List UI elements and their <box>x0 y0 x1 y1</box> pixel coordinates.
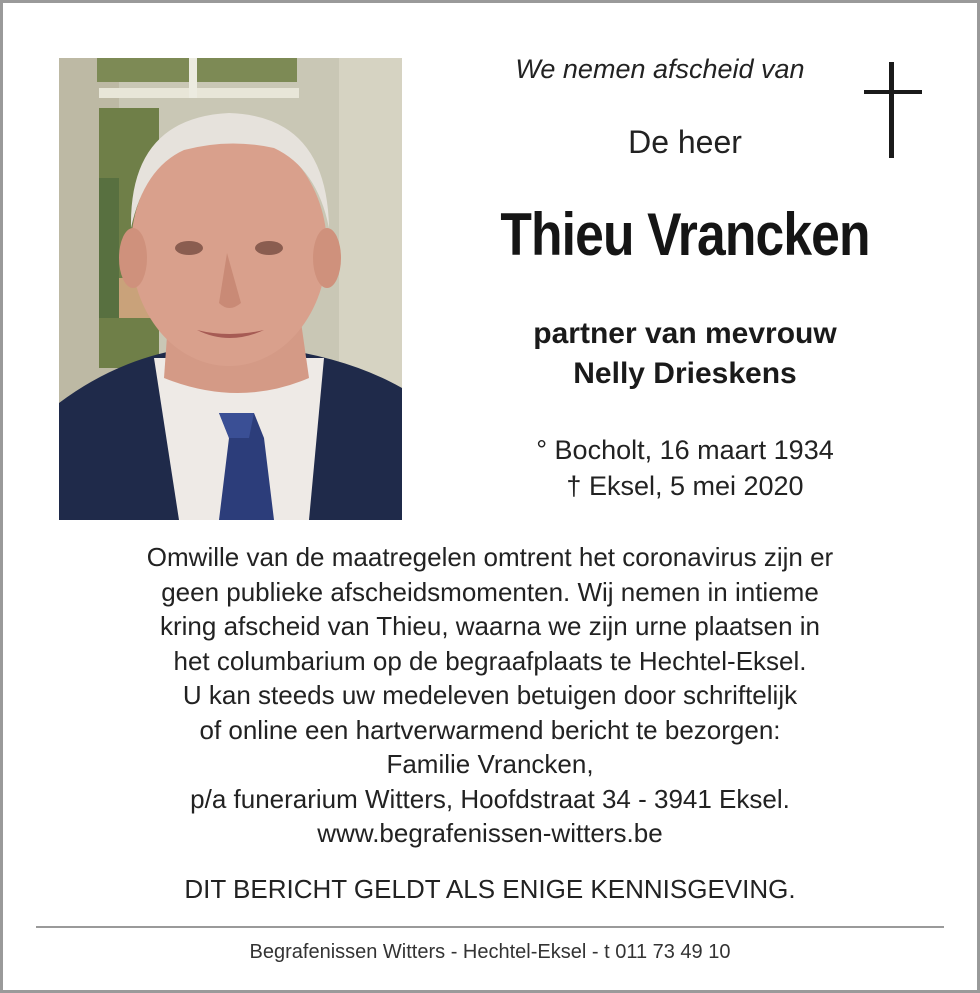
message-line: geen publieke afscheidsmomenten. Wij nemen in intieme <box>161 576 819 607</box>
notice-text: DIT BERICHT GELDT ALS ENIGE KENNISGEVING. <box>184 874 796 904</box>
footer-divider <box>36 926 944 928</box>
message-block <box>40 540 940 851</box>
message-line: p/a funerarium Witters, Hoofdstraat 34 - 3941 Eksel. <box>190 783 790 814</box>
message-line: U kan steeds uw medeleven betuigen door schriftelijk <box>182 680 798 710</box>
message-line: Familie Vrancken, <box>386 749 594 779</box>
message-line: kring afscheid van Thieu, waarna we zijn urne plaatsen in <box>159 611 821 641</box>
partner-line-1: partner van mevrouw <box>533 317 837 350</box>
death-date-line <box>450 468 920 504</box>
title-text: De heer <box>628 124 742 160</box>
partner-block <box>450 314 920 394</box>
portrait-illustration <box>59 58 402 520</box>
website-link[interactable]: www.begrafenissen-witters.be <box>317 818 663 848</box>
intro-text: We nemen afscheid van <box>515 54 805 84</box>
death-date: Eksel, 5 mei 2020 <box>588 471 804 501</box>
deceased-name: Thieu Vrancken <box>500 201 870 268</box>
dagger-icon: † <box>566 471 582 501</box>
partner-line-2: Nelly Drieskens <box>573 357 797 390</box>
dates-block <box>450 432 920 504</box>
message-line: Omwille van de maatregelen omtrent het coronavirus zijn er <box>146 542 834 572</box>
message-line: het columbarium op de begraafplaats te Hechtel-Eksel. <box>173 645 807 676</box>
portrait-photo <box>59 58 402 520</box>
message-line: of online een hartverwarmend bericht te bezorgen: <box>199 714 781 745</box>
birth-date: ° Bocholt, 16 maart 1934 <box>536 435 834 465</box>
cross-horizontal <box>864 90 922 94</box>
footer-text: Begrafenissen Witters - Hechtel-Eksel - t 011 73 49 10 <box>249 941 731 963</box>
